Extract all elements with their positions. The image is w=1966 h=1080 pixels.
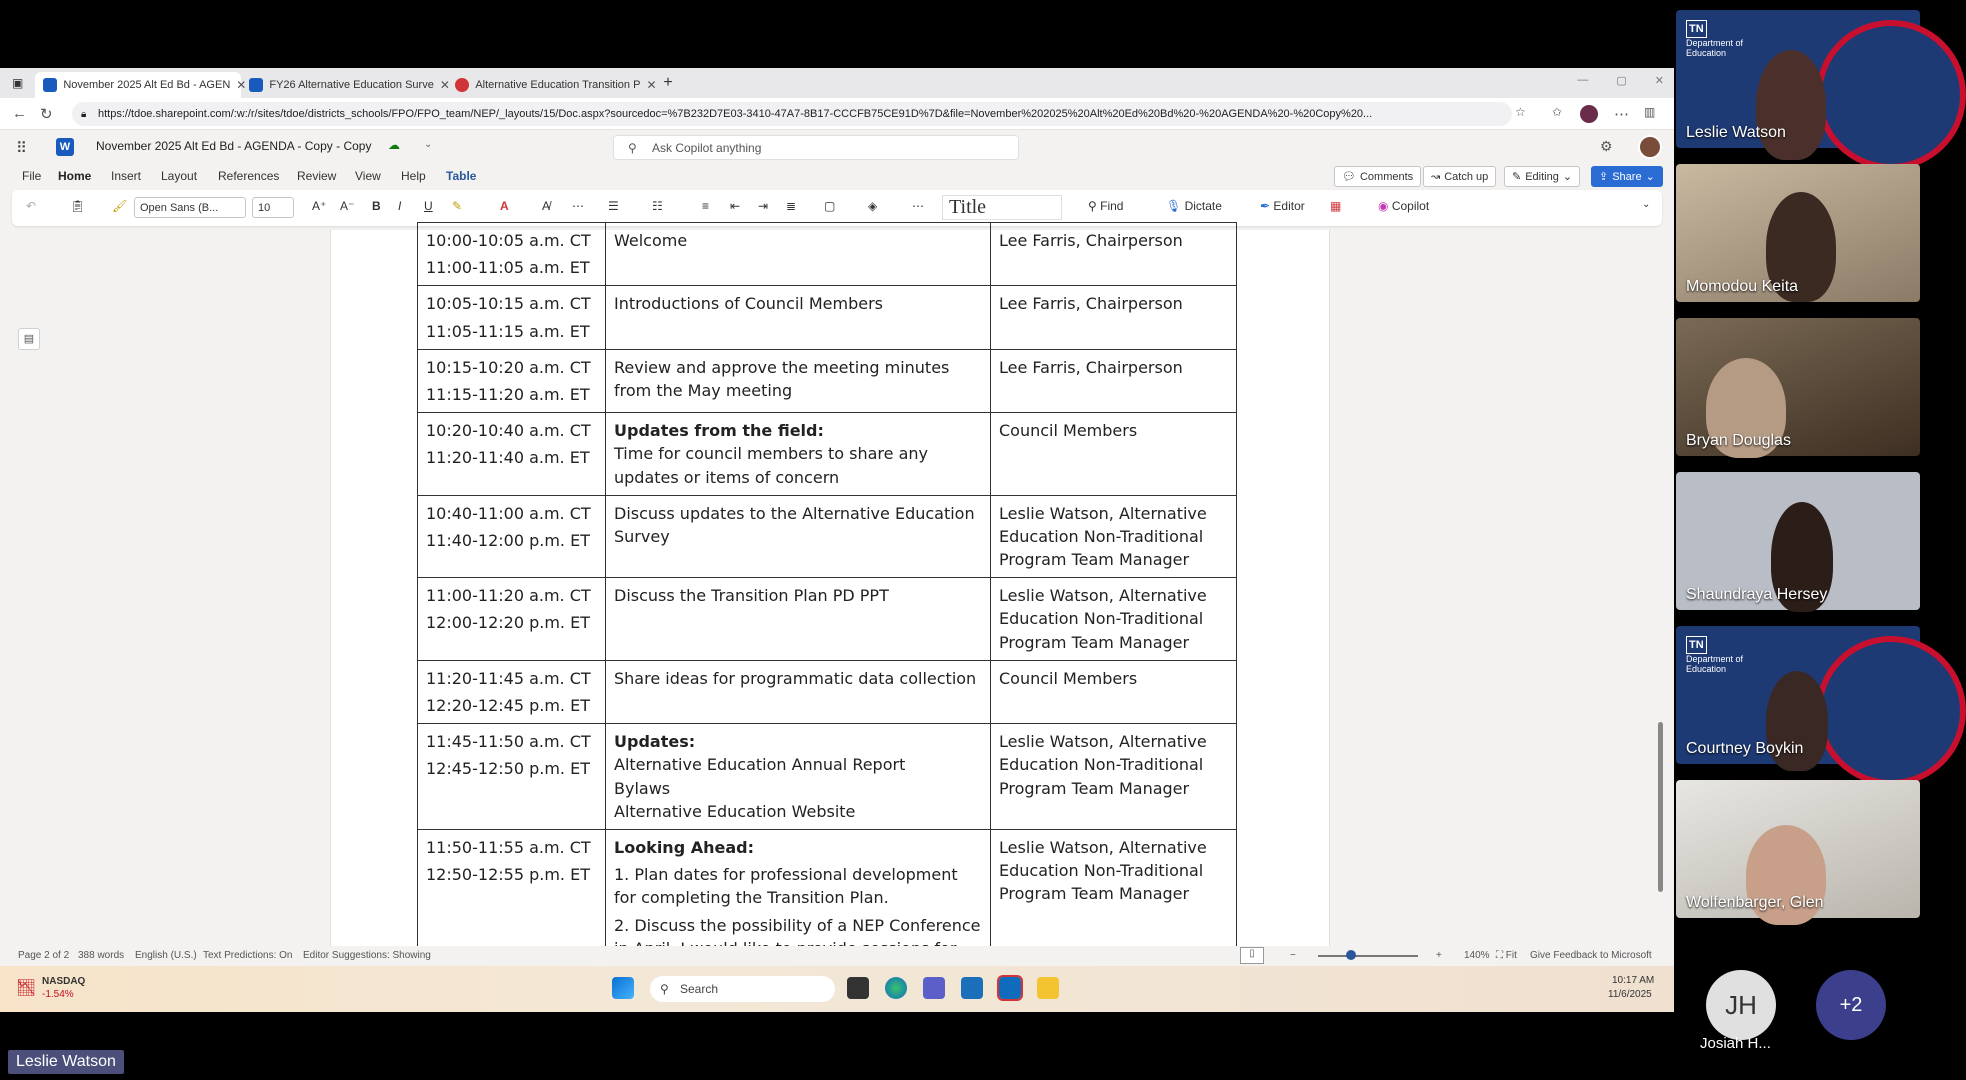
pdf-icon <box>455 78 469 92</box>
favorite-icon[interactable]: ☆ <box>1515 105 1526 119</box>
refresh-icon[interactable]: ↻ <box>40 106 53 123</box>
topic-cell[interactable] <box>606 223 991 286</box>
topic-line: Discuss updates to the Alternative Education Survey <box>614 503 975 546</box>
search-icon: ⚲ <box>660 982 669 996</box>
tab-label: FY26 Alternative Education Surve <box>269 79 434 91</box>
copilot-search-input[interactable] <box>613 135 1019 160</box>
presenter-cell[interactable] <box>991 349 1237 412</box>
dept-name: Department of Education <box>1686 654 1744 674</box>
sidebar-icon[interactable]: ▥ <box>1644 105 1656 119</box>
editor-suggestions[interactable]: Editor Suggestions: Showing <box>303 950 431 961</box>
zoom-level[interactable]: 140% <box>1464 950 1490 961</box>
saved-icon: ☁ <box>388 138 400 152</box>
tab-label: Alternative Education Transition P <box>475 79 641 91</box>
language[interactable]: English (U.S.) <box>135 950 197 961</box>
time-central: 10:05-10:15 a.m. CT <box>426 294 591 314</box>
account-avatar[interactable] <box>1638 135 1662 159</box>
tab-review[interactable]: Review <box>297 169 337 183</box>
presenter-cell[interactable] <box>991 724 1237 830</box>
back-icon[interactable]: ← <box>12 105 27 122</box>
close-icon[interactable]: ✕ <box>236 78 247 92</box>
editor-button[interactable] <box>1260 199 1305 213</box>
catch-up-label: Catch up <box>1444 170 1489 183</box>
topic-heading: Looking Ahead: <box>614 837 754 857</box>
agenda-row <box>418 349 1237 412</box>
tab-survey[interactable] <box>241 72 450 98</box>
presenter-cell[interactable] <box>991 578 1237 661</box>
agenda-row <box>418 495 1237 578</box>
clear-format-icon[interactable]: A̸ <box>542 199 551 213</box>
stock-chart-icon[interactable]: 📉︎ <box>16 980 37 997</box>
find-label: Find <box>1100 199 1124 213</box>
time-cell[interactable] <box>418 286 606 349</box>
tab-agenda[interactable] <box>35 72 247 98</box>
time-central: 10:00-10:05 a.m. CT <box>426 231 591 250</box>
topic-heading: Updates: <box>614 732 696 752</box>
topic-line: Discuss the Transition Plan PD PPT <box>614 586 889 606</box>
topic-cell[interactable] <box>606 578 991 661</box>
participant-tile[interactable] <box>1676 318 1920 456</box>
tab-home[interactable]: Home <box>58 169 92 183</box>
tab-transition[interactable] <box>447 72 657 98</box>
chevron-down-icon[interactable]: ⌄ <box>1642 199 1651 210</box>
url-input[interactable] <box>72 102 1512 126</box>
underline-icon[interactable]: U <box>424 199 433 213</box>
topic-line: Alternative Education Annual Report <box>614 755 906 775</box>
decrease-indent-icon[interactable]: ⇤ <box>730 199 741 213</box>
undo-icon[interactable]: ↶ <box>26 199 37 213</box>
browser-tabbar <box>0 68 1674 98</box>
participant-name: Wolfenbarger, Glen <box>1686 894 1824 911</box>
topic-cell[interactable] <box>606 413 991 496</box>
window-controls <box>1577 74 1664 87</box>
presenter-text: Lee Farris, Chairperson <box>999 357 1183 377</box>
time-eastern: 11:05-11:15 a.m. ET <box>426 321 590 341</box>
edge-icon[interactable] <box>885 977 907 999</box>
microphone-icon: 🎙︎ <box>1166 199 1182 213</box>
word-count[interactable]: 388 words <box>78 950 125 961</box>
format-painter-icon[interactable]: 🖌︎ <box>112 199 128 213</box>
time-central: 10:20-10:40 a.m. CT <box>426 421 591 441</box>
teams-icon[interactable] <box>923 977 945 999</box>
agenda-table <box>417 222 1237 967</box>
participant-tile[interactable] <box>1676 10 1920 148</box>
address-bar-row <box>0 98 1674 130</box>
document-title[interactable]: November 2025 Alt Ed Bd - AGENDA - Copy - Copy <box>96 139 372 153</box>
topic-line: Share ideas for programmatic data collection <box>614 668 977 688</box>
topic-line: Alternative Education Website <box>614 801 856 821</box>
share-icon: ⇪ <box>1599 171 1609 183</box>
minimize-icon[interactable]: — <box>1577 74 1589 86</box>
profile-icon[interactable] <box>1580 105 1598 123</box>
time-eastern: 11:15-11:20 a.m. ET <box>426 384 590 404</box>
pencil-icon: ✎ <box>1512 171 1522 183</box>
font-color-icon[interactable]: A <box>500 199 509 213</box>
lock-icon: 🔒︎ <box>81 108 87 120</box>
shrink-font-icon[interactable]: A⁻ <box>340 199 355 213</box>
designer-icon[interactable]: ▦ <box>1330 199 1342 213</box>
zoom-in-icon[interactable]: + <box>1436 950 1442 961</box>
presenter-text: Council Members <box>999 421 1138 441</box>
topic-line: 1. Plan dates for professional development for completing the Transition Plan. <box>614 865 958 908</box>
file-explorer-icon[interactable] <box>1037 977 1059 999</box>
task-view-icon[interactable] <box>847 977 869 999</box>
presenter-cell[interactable] <box>991 286 1237 349</box>
search-placeholder: Ask Copilot anything <box>652 140 762 155</box>
topic-cell[interactable] <box>606 724 991 830</box>
presenter-text: Lee Farris, Chairperson <box>999 294 1183 314</box>
presenter-text: Leslie Watson, Alternative Education Non-Traditional Program Team Manager <box>999 586 1207 652</box>
participant-tile[interactable] <box>1676 626 1920 764</box>
home-ribbon <box>12 190 1662 226</box>
editing-mode-button[interactable] <box>1504 166 1580 187</box>
presenter-cell[interactable] <box>991 223 1237 286</box>
time-eastern: 12:45-12:50 p.m. ET <box>426 759 590 779</box>
word-icon <box>249 78 263 92</box>
windows-start-icon[interactable] <box>612 977 634 999</box>
topic-line: Welcome <box>614 231 688 250</box>
dictate-button[interactable] <box>1166 199 1222 213</box>
tn-education-logo <box>1686 20 1752 58</box>
topic-cell[interactable] <box>606 660 991 723</box>
taskbar-search-label: Search <box>680 982 719 996</box>
find-button[interactable] <box>1088 199 1123 213</box>
more-participants-button[interactable]: +2 <box>1816 970 1886 1040</box>
time-central: 10:15-10:20 a.m. CT <box>426 357 591 377</box>
app-launcher-icon[interactable]: ⠿ <box>16 140 27 157</box>
tn-education-logo <box>1686 636 1752 674</box>
tab-table[interactable]: Table <box>446 169 477 183</box>
time-central: 11:00-11:20 a.m. CT <box>426 586 591 606</box>
grow-font-icon[interactable]: A⁺ <box>312 199 327 213</box>
time-eastern: 11:00-11:05 a.m. ET <box>426 258 590 278</box>
favorites-bar-icon[interactable]: ✩ <box>1552 105 1563 119</box>
presenter-text: Lee Farris, Chairperson <box>999 231 1183 250</box>
agenda-row <box>418 413 1237 496</box>
style-select[interactable] <box>942 195 1062 220</box>
presenter-cell[interactable] <box>991 413 1237 496</box>
store-icon[interactable] <box>961 977 983 999</box>
agenda-row <box>418 578 1237 661</box>
time-cell[interactable] <box>418 660 606 723</box>
time-eastern: 12:50-12:55 p.m. ET <box>426 865 590 885</box>
fit-label: Fit <box>1505 950 1517 961</box>
time-cell[interactable] <box>418 578 606 661</box>
copilot-label: Copilot <box>1391 199 1430 213</box>
tab-actions-icon[interactable]: ▣ <box>12 76 24 90</box>
time-central: 10:40-11:00 a.m. CT <box>426 503 591 523</box>
time-cell[interactable] <box>418 724 606 830</box>
text-predictions[interactable]: Text Predictions: On <box>203 950 293 961</box>
time-eastern: 11:40-12:00 p.m. ET <box>426 530 590 550</box>
maximize-icon[interactable]: ▢ <box>1616 75 1627 87</box>
time-eastern: 12:00-12:20 p.m. ET <box>426 613 590 633</box>
topic-cell[interactable] <box>606 349 991 412</box>
presenter-text: Leslie Watson, Alternative Education Non-Traditional Program Team Manager <box>999 837 1207 904</box>
search-icon: ⚲ <box>628 140 637 155</box>
style-value: Title <box>949 196 987 218</box>
time-cell[interactable] <box>418 495 606 578</box>
font-name-select[interactable] <box>134 197 246 218</box>
document-page[interactable] <box>330 230 1330 946</box>
page-view-icon[interactable]: ▯ <box>1240 947 1264 964</box>
zoom-slider[interactable] <box>1318 955 1418 957</box>
share-label: Share <box>1612 170 1642 183</box>
tab-references[interactable]: References <box>218 169 280 183</box>
dept-name: Department of Education <box>1686 38 1744 58</box>
document-canvas <box>0 230 1674 946</box>
highlight-icon[interactable]: ✎ <box>452 199 463 213</box>
menu-bar <box>0 164 1674 188</box>
tab-label: November 2025 Alt Ed Bd - AGEN <box>63 79 231 91</box>
tab-layout[interactable]: Layout <box>161 169 198 183</box>
participant-tile[interactable] <box>1676 164 1920 302</box>
borders-icon[interactable]: ▢ <box>824 199 836 213</box>
chevron-down-icon: ⌄ <box>1645 171 1655 183</box>
bullets-icon[interactable]: ☰ <box>608 199 619 213</box>
participant-name: Momodou Keita <box>1686 278 1799 295</box>
close-icon[interactable]: ✕ <box>646 78 657 92</box>
fit-button[interactable] <box>1496 950 1517 961</box>
participant-name: Leslie Watson <box>1686 124 1786 141</box>
topic-line: 2. Discuss the possibility of a NEP Conference <box>614 915 981 935</box>
ticker-change: -1.54% <box>42 989 74 1000</box>
agenda-row <box>418 286 1237 349</box>
fit-icon: ⛶ <box>1496 950 1503 961</box>
participant-tile[interactable] <box>1676 780 1920 918</box>
agenda-row <box>418 724 1237 830</box>
catch-up-icon: ↝ <box>1431 171 1441 183</box>
navigation-pane-icon[interactable]: ▤ <box>18 328 40 350</box>
zoom-out-icon[interactable]: − <box>1290 950 1296 961</box>
time-central: 11:50-11:55 a.m. CT <box>426 837 591 857</box>
editing-label: Editing <box>1525 170 1559 183</box>
zoom-slider-thumb[interactable] <box>1346 950 1356 960</box>
topic-cell[interactable] <box>606 286 991 349</box>
presenter-text: Leslie Watson, Alternative Education Non-Traditional Program Team Manager <box>999 503 1207 570</box>
participant-avatar-name: Josiah H... <box>1700 1035 1771 1052</box>
more-icon[interactable]: ⋯ <box>912 199 924 213</box>
numbering-icon[interactable]: ☷ <box>652 199 663 213</box>
increase-indent-icon[interactable]: ⇥ <box>758 199 769 213</box>
outlook-icon[interactable] <box>999 977 1021 999</box>
catch-up-button[interactable] <box>1423 166 1496 187</box>
font-name-value: Open Sans (B... <box>140 201 219 214</box>
shared-screen <box>0 68 1674 1012</box>
agenda-row <box>418 223 1237 286</box>
shading-icon[interactable]: ◈ <box>868 199 878 213</box>
chevron-down-icon: ⌄ <box>1562 171 1573 183</box>
comments-button[interactable] <box>1334 166 1421 187</box>
taskbar-search[interactable] <box>650 976 835 1002</box>
new-tab-button[interactable]: + <box>663 74 673 91</box>
italic-icon[interactable]: I <box>398 199 402 213</box>
vertical-scrollbar[interactable] <box>1658 722 1663 892</box>
share-button[interactable] <box>1591 166 1663 187</box>
participant-video <box>1756 50 1826 160</box>
more-icon[interactable]: ⋯ <box>1614 106 1629 123</box>
presenter-label: Leslie Watson <box>8 1050 124 1074</box>
topic-cell[interactable] <box>606 495 991 578</box>
tab-help[interactable]: Help <box>401 169 426 183</box>
tn-seal <box>1816 20 1966 170</box>
word-logo-icon: W <box>56 138 74 156</box>
time-cell[interactable] <box>418 223 606 286</box>
clock-time[interactable]: 10:17 AM <box>1612 975 1655 986</box>
time-eastern: 11:20-11:40 a.m. ET <box>426 448 590 468</box>
editor-label: Editor <box>1273 199 1305 213</box>
dictate-label: Dictate <box>1184 199 1222 213</box>
paste-icon[interactable]: 📋︎ <box>70 199 86 213</box>
participant-name: Courtney Boykin <box>1686 740 1804 757</box>
tn-mark: TN <box>1686 20 1707 38</box>
time-central: 11:20-11:45 a.m. CT <box>426 668 591 688</box>
copilot-icon: ◉ <box>1378 199 1389 213</box>
bold-icon[interactable]: B <box>372 199 381 213</box>
align-icon[interactable]: ≣ <box>786 199 797 213</box>
participant-name: Shaundraya Hersey <box>1686 586 1828 603</box>
tab-view[interactable]: View <box>355 169 381 183</box>
clock-date[interactable]: 11/6/2025 <box>1608 989 1652 1000</box>
editor-icon: ✒ <box>1260 199 1271 213</box>
tab-file[interactable]: File <box>22 169 42 183</box>
participant-name: Bryan Douglas <box>1686 432 1791 449</box>
copilot-button[interactable] <box>1378 199 1429 213</box>
presenter-text: Leslie Watson, Alternative Education Non-Traditional Program Team Manager <box>999 732 1207 798</box>
comments-label: Comments <box>1359 170 1414 183</box>
windows-taskbar <box>0 966 1674 1012</box>
word-icon <box>43 78 57 92</box>
font-size-value: 10 <box>258 201 271 214</box>
settings-gear-icon[interactable]: ⚙ <box>1600 138 1613 154</box>
status-bar <box>0 946 1674 966</box>
ticker-name: NASDAQ <box>42 976 86 987</box>
presenter-text: Council Members <box>999 668 1138 688</box>
topic-line: Review and approve the meeting minutes from the May meeting <box>614 357 950 400</box>
topic-line: Time for council members to share any updates or items of concern <box>614 444 928 487</box>
tab-insert[interactable]: Insert <box>111 169 142 183</box>
feedback-link[interactable]: Give Feedback to Microsoft <box>1530 950 1652 961</box>
chevron-down-icon[interactable]: ⌄ <box>424 139 433 150</box>
more-icon[interactable]: ⋯ <box>572 199 584 213</box>
comment-icon: 💬︎ <box>1342 171 1356 183</box>
close-icon[interactable]: ✕ <box>439 78 450 92</box>
agenda-row <box>418 660 1237 723</box>
close-window-icon[interactable]: ✕ <box>1654 75 1664 87</box>
topic-line: Bylaws <box>614 778 671 798</box>
search-icon: ⚲ <box>1088 199 1097 213</box>
tn-seal <box>1816 636 1966 786</box>
font-size-select[interactable] <box>252 197 294 218</box>
presenter-cell[interactable] <box>991 495 1237 578</box>
tn-mark: TN <box>1686 636 1707 654</box>
participant-avatar[interactable]: JH <box>1706 970 1776 1040</box>
participant-tile[interactable] <box>1676 472 1920 610</box>
page-count[interactable]: Page 2 of 2 <box>18 950 70 961</box>
checklist-icon[interactable]: ≡ <box>702 199 710 213</box>
time-eastern: 12:20-12:45 p.m. ET <box>426 696 590 715</box>
topic-heading: Updates from the field: <box>614 421 824 441</box>
topic-line: Introductions of Council Members <box>614 294 883 314</box>
word-header <box>0 130 1674 164</box>
time-cell[interactable] <box>418 349 606 412</box>
url-text: https://tdoe.sharepoint.com/:w:/r/sites/tdoe/districts_schools/FPO/FPO_team/NEP/_layouts/15/Doc.aspx?sourcedoc=%7B232D7E03-3410-47A7-8B17-CCCFB75CE91D%7D&file=November%202025%20Alt%20Ed%20Bd%20-%20AGENDA%20-%20Copy%20... <box>98 108 1373 120</box>
presenter-cell[interactable] <box>991 660 1237 723</box>
time-central: 11:45-11:50 a.m. CT <box>426 732 591 752</box>
time-cell[interactable] <box>418 413 606 496</box>
